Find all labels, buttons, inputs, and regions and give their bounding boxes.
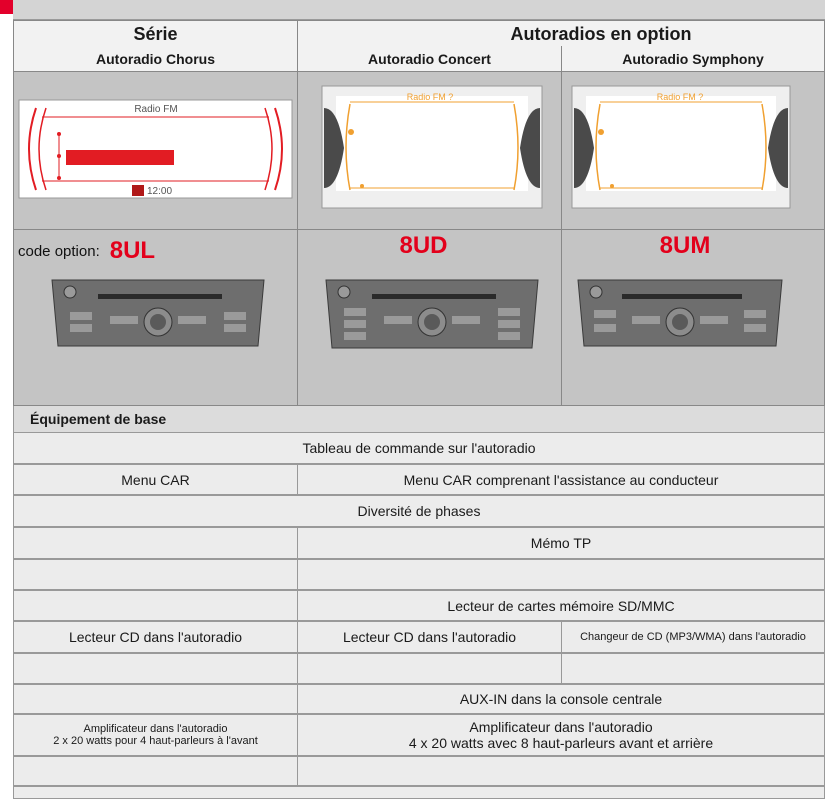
chorus-radio-unit-image xyxy=(48,278,268,348)
model-concert-label: Autoradio Concert xyxy=(297,46,562,72)
code-8ud: 8UD xyxy=(399,232,448,259)
chorus-code-wrap xyxy=(18,236,218,266)
row-aux-col23: AUX-IN dans la console centrale xyxy=(297,684,825,714)
concert-display-image xyxy=(298,72,561,229)
chorus-device-cell xyxy=(13,229,298,406)
row-empty-col1 xyxy=(13,559,298,590)
symphony-radio-unit-image xyxy=(574,278,786,348)
chorus-screen-cell xyxy=(13,71,298,230)
row-cd-col1: Lecteur CD dans l'autoradio xyxy=(13,621,298,653)
model-symphony-label: Autoradio Symphony xyxy=(561,46,825,72)
serie-title: Série xyxy=(13,20,298,46)
corner-red-marker xyxy=(0,0,13,14)
chorus-display-image xyxy=(14,72,297,229)
symphony-screen-cell xyxy=(561,71,825,230)
ampli-col1-line1: Amplificateur dans l'autoradio xyxy=(83,723,228,735)
concert-radio-unit-image xyxy=(322,278,542,350)
row-memo-tp-col1 xyxy=(13,527,298,559)
symphony-screen-label: Radio FM ? xyxy=(656,92,704,102)
row-tableau-commande: Tableau de commande sur l'autoradio xyxy=(13,432,825,464)
code-option-label: code option: xyxy=(18,242,100,260)
selection-bar xyxy=(66,150,174,165)
row-last-col1 xyxy=(13,756,298,786)
concert-screen-label: Radio FM ? xyxy=(406,92,454,102)
ampli-col23-line2: 4 x 20 watts avec 8 haut-parleurs avant et arrière xyxy=(408,735,714,751)
row-cd-col2: Lecteur CD dans l'autoradio xyxy=(297,621,562,653)
options-title: Autoradios en option xyxy=(297,20,825,46)
code-8um: 8UM xyxy=(659,232,711,259)
row-blank-col1 xyxy=(13,653,298,684)
chorus-screen-time: 12:00 xyxy=(147,186,173,197)
row-menu-car-col23: Menu CAR comprenant l'assistance au conducteur xyxy=(297,464,825,495)
ampli-col23-line1: Amplificateur dans l'autoradio xyxy=(469,719,653,735)
row-empty-col23 xyxy=(297,559,825,590)
model-chorus-label: Autoradio Chorus xyxy=(13,46,298,72)
row-sd-col23: Lecteur de cartes mémoire SD/MMC xyxy=(297,590,825,621)
row-blank-col2 xyxy=(297,653,562,684)
row-diversite-phases: Diversité de phases xyxy=(13,495,825,527)
row-ampli-col1 xyxy=(13,714,298,756)
section-title: Équipement de base xyxy=(13,406,825,432)
code-8ul: 8UL xyxy=(109,237,156,264)
row-blank-col3 xyxy=(561,653,825,684)
row-memo-tp-col23: Mémo TP xyxy=(297,527,825,559)
ampli-col1-line2: 2 x 20 watts pour 4 haut-parleurs à l'avant xyxy=(53,735,258,747)
chorus-screen-label: Radio FM xyxy=(134,104,178,115)
concert-device-cell xyxy=(297,229,562,406)
row-sd-col1 xyxy=(13,590,298,621)
row-menu-car-col1: Menu CAR xyxy=(13,464,298,495)
row-cut-off xyxy=(13,786,825,799)
row-ampli-col23 xyxy=(297,714,825,756)
row-last-col23 xyxy=(297,756,825,786)
concert-screen-cell xyxy=(297,71,562,230)
top-strip xyxy=(13,0,825,20)
clock-icon xyxy=(132,185,144,196)
row-cd-col3: Changeur de CD (MP3/WMA) dans l'autoradio xyxy=(561,621,825,653)
symphony-device-cell xyxy=(561,229,825,406)
symphony-display-image xyxy=(562,72,824,229)
row-aux-col1 xyxy=(13,684,298,714)
